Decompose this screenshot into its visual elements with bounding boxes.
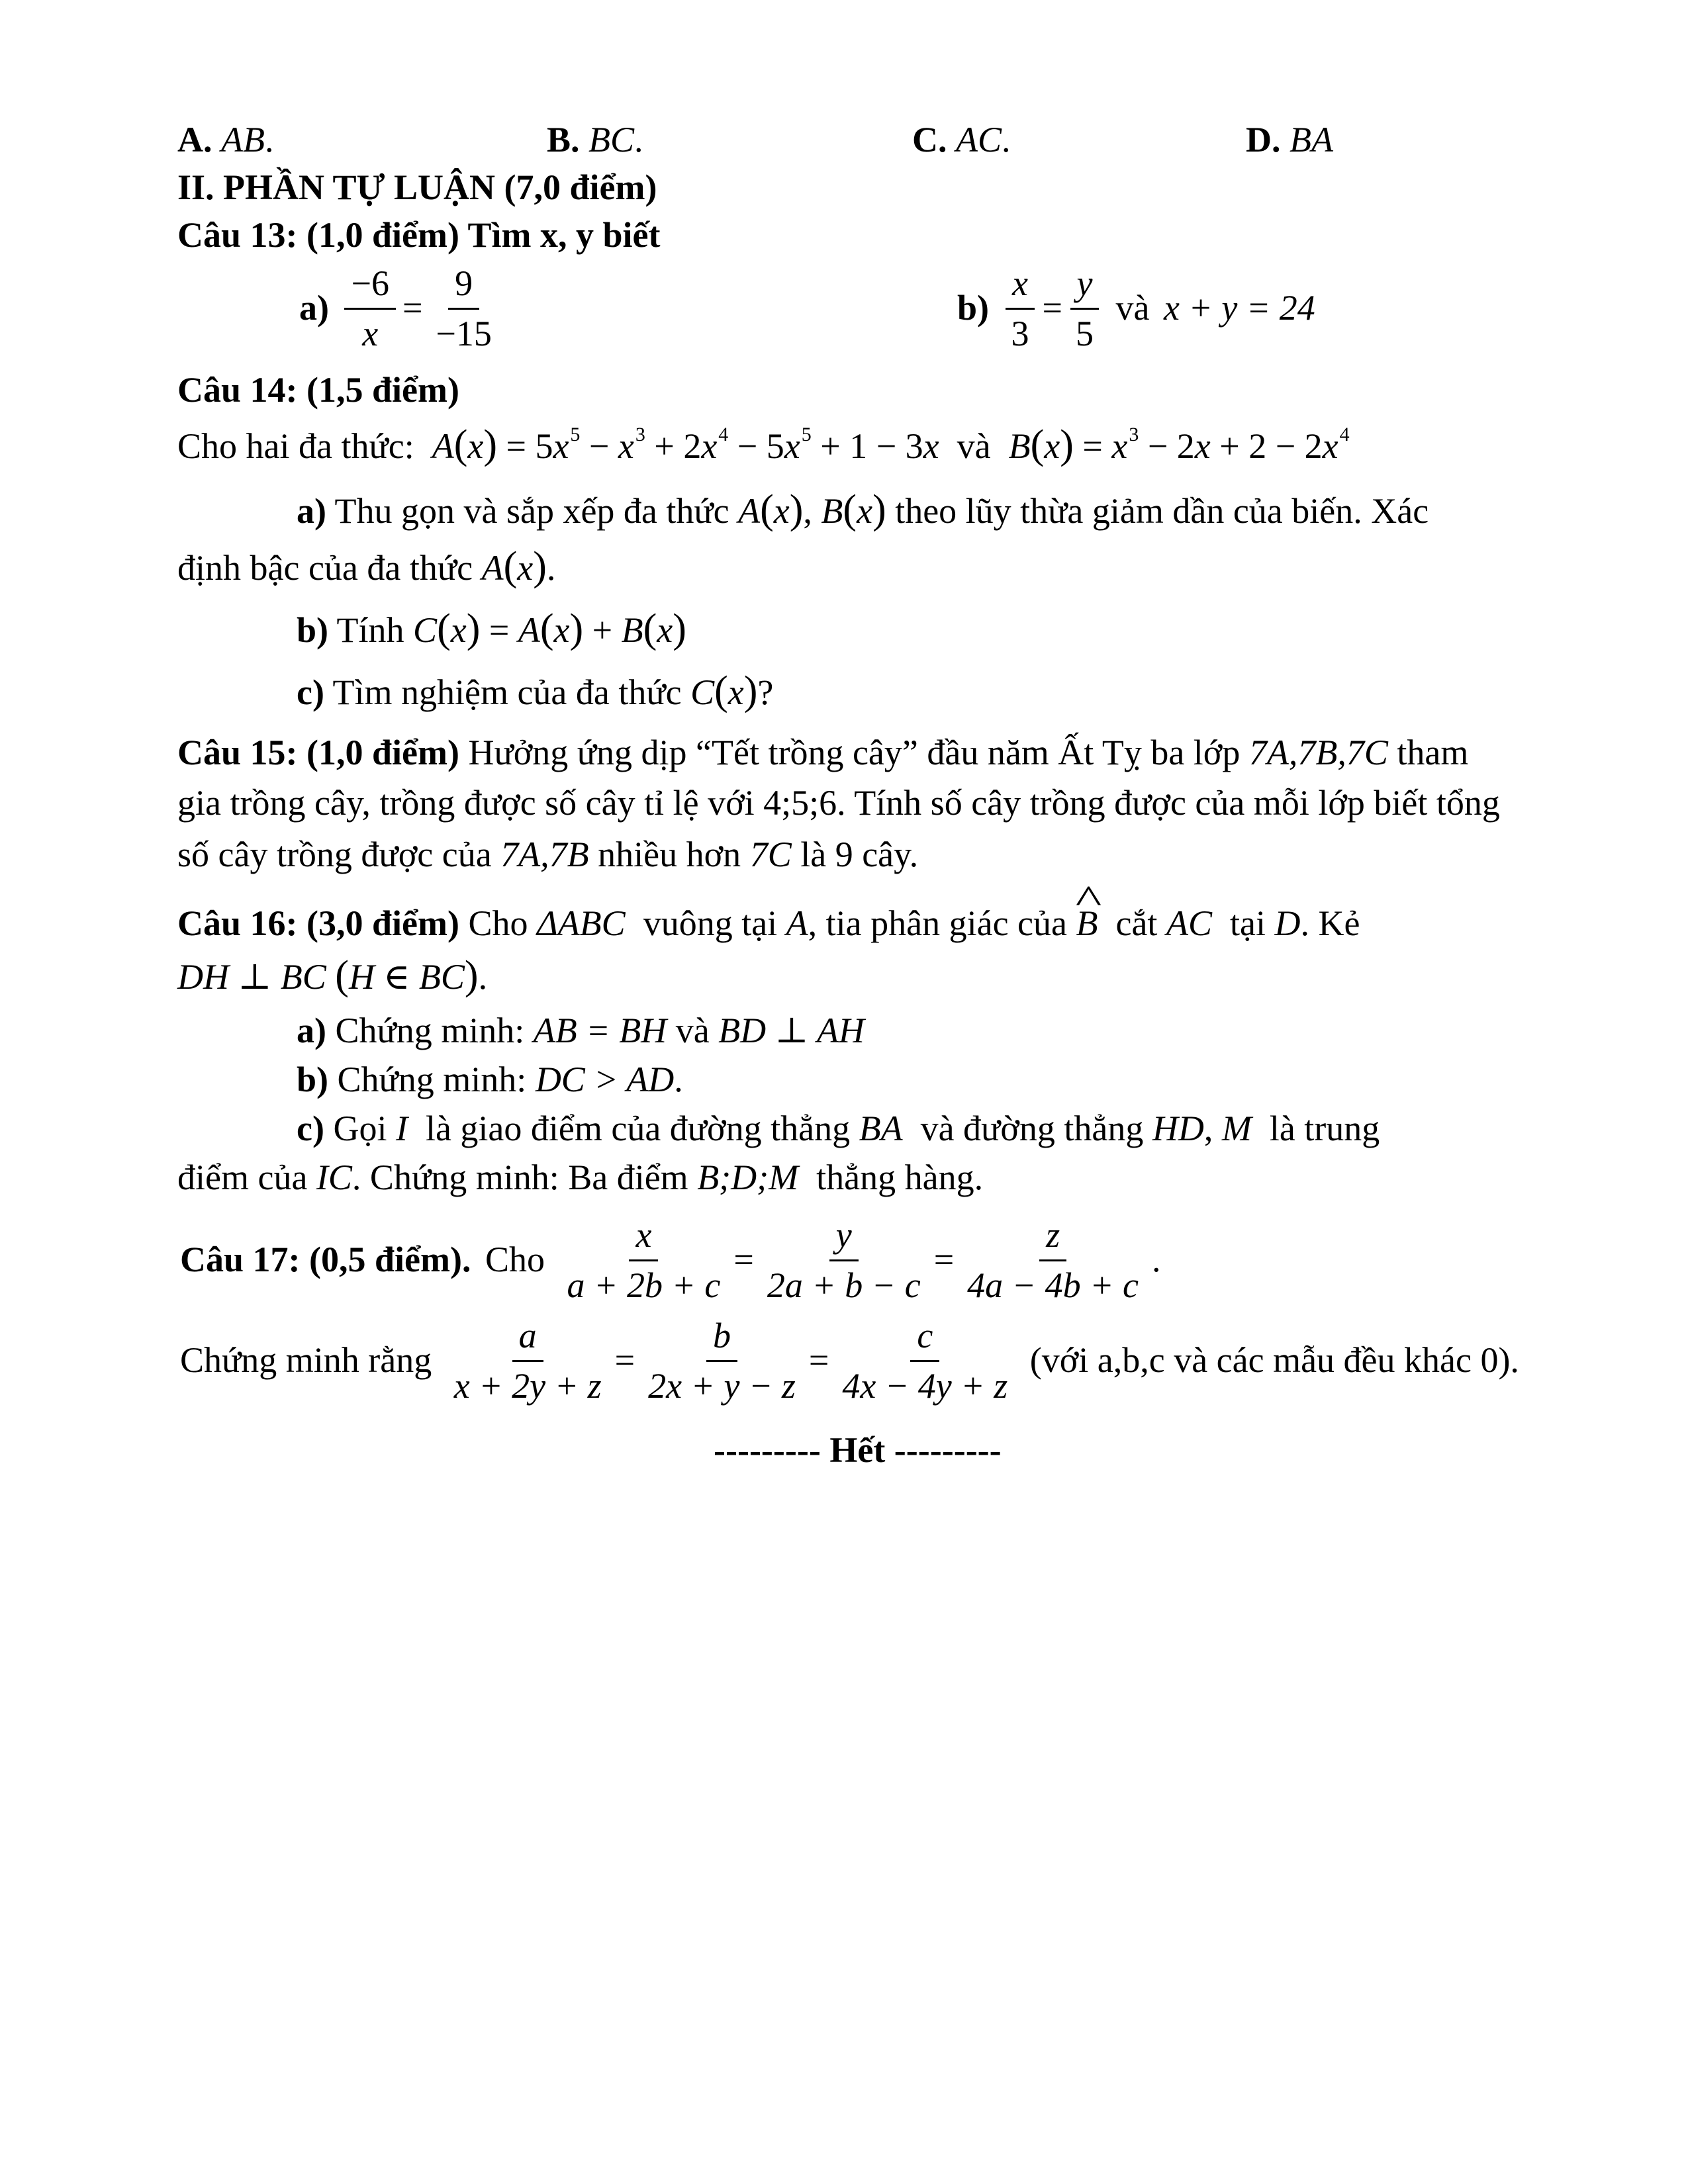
q16-part-c-line2: điểm của IC. Chứng minh: Ba điểm B;D;M thẳng hàng. (177, 1158, 984, 1197)
q16-part-b: b) Chứng minh: DC > AD. (297, 1060, 683, 1099)
q16-part-c-line1: c) Gọi I là giao điểm của đường thẳng BA và đường thẳng HD, M là trung (297, 1109, 1380, 1148)
fraction: $\frac{a}{x + 2y + z}$ (453, 1316, 602, 1406)
q16-line2: DH ⊥ BC (H ∈ BC). (177, 953, 488, 998)
q14-part-b: b) Tính C(x) = A(x) + B(x) (297, 606, 686, 651)
option-d: D. BA (1246, 120, 1333, 159)
q15-line1: Câu 15: (1,0 điểm) Hưởng ứng dịp “Tết trồng cây” đầu năm Ất Tỵ ba lớp 7A,7B,7C tham (177, 733, 1469, 772)
option-c: C. AC. (912, 120, 1011, 159)
q17-line2: Chứng minh rằng $\frac{a}{x + 2y + z}$ = $\frac{b}{2x + y - z}$ = $\frac{c}{4x - 4y + z}$ (với a,b,c và các mẫu đều khác 0). (180, 1316, 1519, 1406)
fraction: $\frac{-6}{x}$ (344, 265, 395, 352)
end-marker: --------- Hết --------- (714, 1430, 1002, 1470)
q13-heading: Câu 13: (1,0 điểm) Tìm x, y biết (177, 215, 661, 255)
q14-part-a-line1: a) Thu gọn và sắp xếp đa thức A(x), B(x) theo lũy thừa giảm dần của biến. Xác (297, 487, 1429, 532)
q17-line1: Câu 17: (0,5 điểm). Cho $\frac{x}{a + 2b + c}$ = $\frac{y}{2a + b - c}$ = $\frac{z}{4a - 4b + c}$ . (180, 1215, 1161, 1305)
fraction: $\frac{x}{3}$ (1005, 265, 1036, 352)
fraction: $\frac{y}{5}$ (1069, 265, 1100, 352)
q16-part-a: a) Chứng minh: AB = BH và BD ⊥ AH (297, 1011, 865, 1050)
q15-line3: số cây trồng được của 7A,7B nhiều hơn 7C là 9 cây. (177, 835, 919, 874)
fraction: $\frac{x}{a + 2b + c}$ (567, 1215, 721, 1305)
fraction: $\frac{y}{2a + b - c}$ (767, 1215, 921, 1305)
q15-line2: gia trồng cây, trồng được số cây tỉ lệ với 4;5;6. Tính số cây trồng được của mỗi lớp biết tổng (177, 783, 1500, 823)
fraction: $\frac{9}{-15}$ (436, 263, 492, 353)
q14-heading: Câu 14: (1,5 điểm) (177, 370, 459, 410)
fraction: $\frac{c}{4x - 4y + z}$ (842, 1316, 1008, 1406)
q16-line1: Câu 16: (3,0 điểm) Cho ΔABC vuông tại A, tia phân giác của ^ B cắt AC tại D. Kẻ (177, 901, 1360, 946)
option-a: A. AB. (177, 120, 274, 159)
q13-part-b: b) $\frac{x}{3}$ = $\frac{y}{5}$ và x + y = 24 (957, 263, 1315, 353)
fraction: $\frac{z}{4a - 4b + c}$ (967, 1215, 1139, 1305)
angle-b: ^ B (1076, 901, 1098, 946)
fraction: $\frac{b}{2x + y - z}$ (648, 1316, 796, 1406)
option-b: B. BC. (547, 120, 643, 159)
q14-part-c: c) Tìm nghiệm của đa thức C(x)? (297, 668, 774, 713)
q13-part-a: a) $\frac{-6}{x}$ = $\frac{9}{-15}$ (297, 265, 502, 352)
q14-polynomials: Cho hai đa thức: $A(x) = 5x^5 - x^3 + 2x^4 - 5x^5 + 1 - 3x$ và $B(x) = x^3 - 2x + 2 - 2x^4$ (177, 422, 1350, 467)
q14-part-a-line2: định bậc của đa thức A(x). (177, 544, 556, 589)
section-title: II. PHẦN TỰ LUẬN (7,0 điểm) (177, 167, 657, 207)
